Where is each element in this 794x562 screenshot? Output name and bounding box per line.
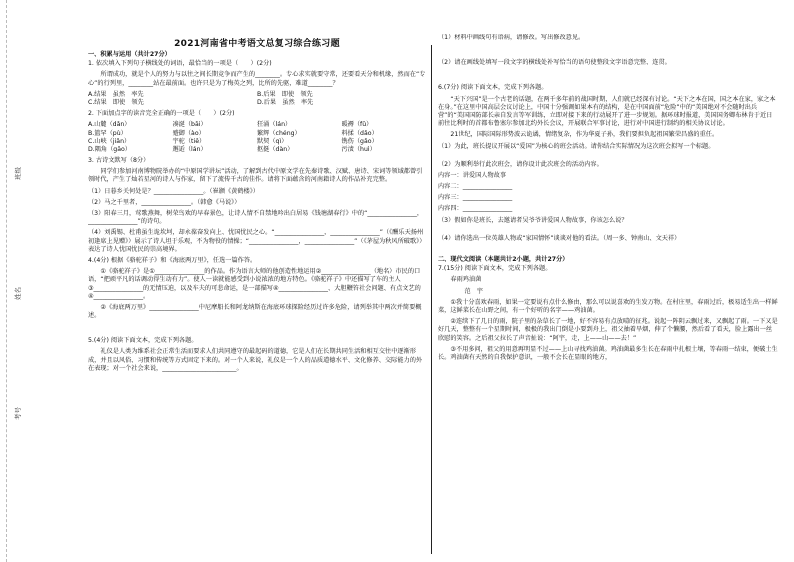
q2-word: 凑涎（bāi） xyxy=(172,121,207,129)
binding-label-class: 班级 xyxy=(14,167,22,180)
q1-option-d[interactable]: D.后果 虽然 率先 xyxy=(257,98,314,106)
page-title: 2021河南省中考语文总复习综合练习题 xyxy=(174,39,340,49)
q2-word: 宇驼（tiě） xyxy=(172,137,206,145)
left-column xyxy=(88,48,426,556)
q6-text-1: “天下兴国”是一个古老的话题，在两千多年前的战国时期，人们就已经深有讨论。“天下之本在国，国之本在家，家之本在身。”在这里中国高层会议讨论上，中国十分强调如果本有的结构，是在中国面前“危险”中的“美国绝对不会随时出兵营”的“美国国防部长亲自发言等军训练，立即对接下来的行动展开了进一步规划。据环球时报道，美国国务卿布林肯于近日前往比利时的首都布鲁塞尔参加北约外长会议，开展联合军事讨论，进行对中国进行制约的相关协议讨论。 xyxy=(438,95,776,128)
q2-word: 料揉（dǎo） xyxy=(341,129,378,137)
binding-margin xyxy=(10,0,80,562)
q2-stem: 2. 下面加点字的读音完全正确的一项是（ ）(2分) xyxy=(88,110,235,118)
q1-text: 所谓成功，就是个人的努力与以往之间长期竞争而产生的________。专心求实就要守常，还要看天分和机缘，然而在“专心”的行列里，________站在最前面。也许只是为了梅英之列，比所的先驱，难道________？ xyxy=(88,71,426,87)
q2-word: 蹙御（ào） xyxy=(172,129,205,137)
q3-item-4: （4）刘禹锡、杜甫虽生诡坎坷，却永葆奋发向上、忧国忧民之心。“________________，________________”（《酬乐天扬州初逢席上见赠》）展示了诗人坦于乐观，不为物役的情操；“________________，________________”（《茅屋为秋风所破歌》）表达了诗人忧国忧民的崇高境界。 xyxy=(88,229,426,253)
q2-word: C.山峡（jiǎn） xyxy=(88,137,131,145)
q6-content-4[interactable]: 内容四：________________ xyxy=(438,205,513,213)
binding-line xyxy=(6,0,8,562)
q1-option-b[interactable]: B.后果 即使 领先 xyxy=(257,90,313,98)
q4-stem: 4.(4分) 根据《骆驼祥子》和《海底两万里》，任选一篇作答。 xyxy=(88,256,257,264)
binding-label-name: 姓名 xyxy=(14,287,22,300)
q4-text-1: ①《骆驼祥子》是①________________的作品。作为语言大师的他创造性地运用②________________（地名）市民的口语，“把顽平凡的话调动得生动有力”。使人一读就能感受到小说浓浓的地方特色。《骆驼祥子》中还描写了车的主人③________________的无情压迫，以及车夫的可悲命运，是一部描写④________________、大胆鞭笞社会问题、有点文艺的④________________。 xyxy=(88,268,421,300)
essay-para-1: ①我十分喜欢春雨，如果一定要说有点什么修由，那么可以说喜欢的生发万物。在村庄里，春雨过后，极易适生出一样鲜菜，这鲜菜长在山野之间，有一个好听的名字——鸡油菌。 xyxy=(438,298,778,314)
q6-sub-4: （4）请你选出一位英雄人物或“家国情怀”谈谈对他的看法。（周一多、钟南山、文天祥） xyxy=(438,234,681,242)
section-1-heading: 一、积累与运用（共计27分） xyxy=(88,51,171,58)
q2-word: B.篮罕（pù） xyxy=(88,129,127,137)
section-2-heading: 二、现代文阅读（本题共计2小题，共计27分） xyxy=(438,256,569,263)
q2-word: 抠挺（dàn） xyxy=(257,145,294,153)
q3-item-3: （3）阳春三月，莺歌燕舞，树荣鸟欢的早春景色，让诗人情不自禁地吟出白居易《钱塘湖春行》中的“________________，________________”的诗句。 xyxy=(88,210,424,226)
q1-options-row xyxy=(88,91,426,99)
q7-stem: 7.(15分) 阅读下面文本，完成下列各题。 xyxy=(438,265,552,273)
q1-option-a[interactable]: A.结果 虽然 率先 xyxy=(88,90,144,98)
q2-word: 邂逅（lán） xyxy=(172,145,207,153)
q6-sub-2: （2）为顺利举行此次班会，请你设计此次班会的活动内容。 xyxy=(438,160,603,168)
q6-sub-1: （1）为此，班长提议开展以“爱国”为核心的班会活动。请你结合实际情况为这次班会拟写一个标题。 xyxy=(438,142,715,150)
q2-word: 镌伤（gǎo） xyxy=(341,137,378,145)
q1-stem: 1. 依次填入下列句子横线处的词语，最恰当的一项是（ ）(2分) xyxy=(88,60,272,68)
q6-sub-3: （3）假如你是班长，去邀请者吴爷爷讲爱国人物故事，你该怎么说？ xyxy=(438,216,628,224)
q2-word: 繁辉（chéng） xyxy=(257,129,301,137)
binding-label-id: 考号 xyxy=(14,407,22,420)
q2-word: 暖褥（fǔ） xyxy=(341,121,373,129)
q3-stem: 3. 古诗文默写（8分） xyxy=(88,157,150,165)
essay-para-2: ②连续下了几日的雨，院子里的杂草长了一地，好不容易有点放晴的征兆。说起一阵阴云飘过来，又飘起了雨。一下又是好几天，整整有一个星期时间，极极的我出门倒是小要到舟上，祖父抽着旱烟，伸了个懒腰，然后看了看天，脸上露出一丝欣慰的笑容。之后祖父拉长了声音扯说：“阿宇，走，上——山——去！” xyxy=(438,318,778,342)
essay-title: 春雨鸡油菌 xyxy=(450,276,482,284)
q5-sub-2: （2）请在画线处填写一段文字的横线处补写恰当的语句使整段文字语意完整、连贯。 xyxy=(438,59,671,67)
q2-option-a-row[interactable] xyxy=(88,121,426,129)
q2-option-d-row[interactable] xyxy=(88,146,426,154)
q2-option-b-row[interactable] xyxy=(88,130,426,138)
q2-word: D.隅角（gāo） xyxy=(88,145,131,153)
q3-item-2: （2）马之千里者，________________。（韩愈《马说》） xyxy=(88,198,241,206)
q6-text-2: 21世纪，国际国际形势波云诡谲，情绪复杂，作为华夏子孙，我们要担负起祖国繁荣昌盛的重任。 xyxy=(450,131,719,139)
right-column xyxy=(438,34,778,556)
q5-sub-1: （1）材料中画线句有语病，请修改。写出修改意见。 xyxy=(438,34,585,41)
q3-intro: 同学们参加河南博物院举办的“中原国学讲坛”活动，了解到古代中原文学在先秦诗歌、汉赋、唐诗、宋词等领域都曾引领时代，产生了灿若星河的诗人与作家，留下了流传千古的佳作。请将下面蕴含的河南籍诗人的作品补充完整。 xyxy=(88,168,423,184)
q2-word: 污渍（huì） xyxy=(341,145,376,153)
q6-stem: 6.(7分) 阅读下面文本，完成下列各题。 xyxy=(438,84,548,92)
q6-content-2[interactable]: 内容二：________________ xyxy=(438,183,513,191)
essay-author: 范 宇 xyxy=(464,287,483,295)
q6-content-1: 内容一：讲爱国人物故事 xyxy=(438,171,507,179)
q2-option-c-row[interactable] xyxy=(88,138,426,146)
q1-options-row xyxy=(88,99,426,107)
q3-item-1: （1）日暮乡关何处是？________________。（崔颢《黄鹤楼》） xyxy=(88,187,259,195)
q1-option-c[interactable]: C.结果 即使 领先 xyxy=(88,98,144,106)
q5-stem: 5.(4分) 阅读下面文本，完成下列各题。 xyxy=(88,337,198,345)
q4-text-2: ②《海底两万里》________________中尼摩船长和阿龙纳斯在海底环球探险经历过许多危险，请列举其中两次并简要概述。 xyxy=(88,303,422,320)
q5-text: 礼仪是人类为维系社会正常生活而要求人们共同遵守的最起码的道德，它是人们在长期共同生活和相互交往中逐渐形成，并且以风俗、习惯和传统等方式固定下来的。对一个人来说，礼仪是一个人的品质道德水平、文化修养、交际能力的外在表现；对一个社会来说，________________________。 xyxy=(88,348,423,372)
q2-word: A.山麓（dǎn） xyxy=(88,121,131,129)
q2-word: 默契（qì） xyxy=(257,137,288,145)
column-divider xyxy=(431,45,432,554)
essay-para-3: ③不用多问，祖父的用意再明显不过——上山寻找鸡油菌。鸡油菌最多生长在春雨中扎根土壤，等春雨一结束，便破土生长。鸡油菌有天然的自我保护意识，一般不会长在显眼的地方， xyxy=(438,345,778,361)
q6-content-3[interactable]: 内容三：________________ xyxy=(438,194,513,202)
q2-word: 狂涌（lán） xyxy=(257,121,292,129)
